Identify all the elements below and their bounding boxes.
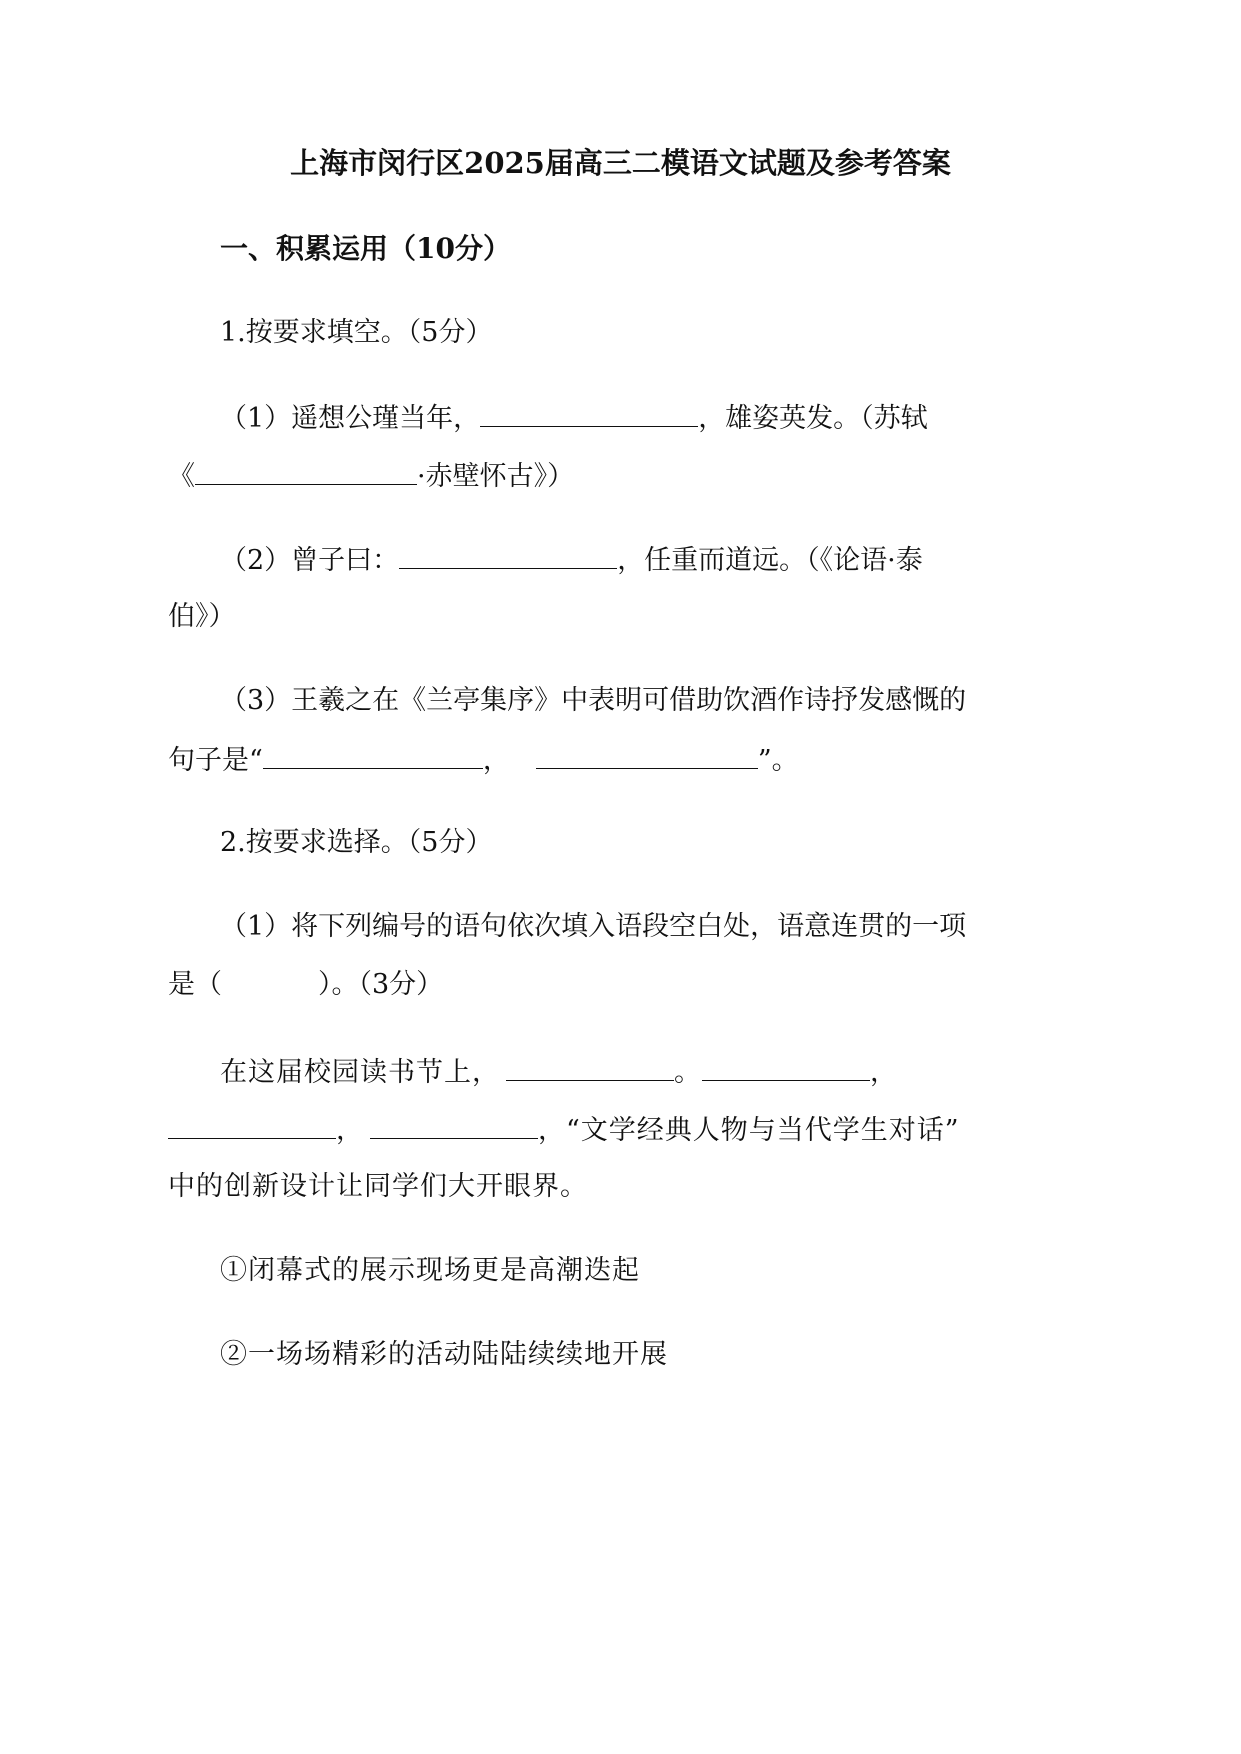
- question-2-item-1-line-1: （1）将下列编号的语句依次填入语段空白处，语意连贯的一项: [220, 911, 967, 942]
- question-1-item-3-line-1: （3）王羲之在《兰亭集序》中表明可借助饮酒作诗抒发感慨的: [220, 685, 967, 716]
- answer-blank[interactable]: [370, 1112, 538, 1139]
- passage-line2-sep: ，: [336, 1115, 364, 1146]
- item-1-line2-suffix: ·赤壁怀古》）: [417, 461, 575, 492]
- item-q2-line2-prefix: 是（: [168, 969, 222, 1000]
- item-3-line2-prefix: 句子是“: [168, 745, 263, 776]
- item-1-line2-prefix: 《: [168, 461, 195, 492]
- passage-line-2: [168, 1112, 960, 1148]
- answer-blank[interactable]: [399, 542, 617, 569]
- passage-line-3: 中的创新设计让同学们大开眼界。: [168, 1171, 588, 1202]
- passage-line-1: [220, 1054, 898, 1090]
- question-2-item-1-line-2: [168, 968, 443, 1002]
- answer-blank[interactable]: [168, 1112, 336, 1139]
- question-1-item-2-line-2: 伯》）: [168, 601, 236, 632]
- item-2-suffix: ，任重而道远。（《论语·泰: [617, 545, 923, 576]
- option-2: ②一场场精彩的活动陆陆续续地开展: [220, 1339, 668, 1370]
- question-1-item-3-line-2: [168, 742, 799, 778]
- item-1-middle: ，雄姿英发。（苏轼: [698, 403, 928, 434]
- passage-line1-end: ，: [870, 1057, 898, 1088]
- item-3-line2-sep: ，: [482, 745, 510, 776]
- question-1-item-1-line-2: [168, 458, 574, 494]
- passage-line1-mid: 。: [674, 1057, 702, 1088]
- item-2-prefix: （2）曾子曰：: [220, 545, 400, 576]
- answer-blank[interactable]: [195, 458, 417, 485]
- answer-blank[interactable]: [480, 400, 698, 427]
- section-heading: 一、积累运用（10分）: [220, 232, 511, 265]
- answer-blank[interactable]: [263, 742, 483, 769]
- question-1-item-2-line-1: [220, 542, 923, 578]
- page-title: 上海市闵行区2025届高三二模语文试题及参考答案: [290, 146, 951, 180]
- item-1-prefix: （1）遥想公瑾当年，: [220, 403, 481, 434]
- passage-line2-suffix: ，“文学经典人物与当代学生对话”: [538, 1115, 960, 1146]
- question-1-item-1-line-1: [220, 400, 928, 436]
- answer-blank[interactable]: [536, 742, 758, 769]
- question-1-stem: 1.按要求填空。（5分）: [220, 317, 493, 348]
- answer-blank[interactable]: [506, 1054, 674, 1081]
- option-1: ①闭幕式的展示现场更是高潮迭起: [220, 1255, 640, 1286]
- question-2-stem: 2.按要求选择。（5分）: [220, 827, 493, 858]
- answer-blank[interactable]: [702, 1054, 870, 1081]
- item-q2-line2-suffix: ）。（3分）: [318, 969, 444, 1000]
- item-3-line2-suffix: ”。: [757, 745, 799, 776]
- passage-line1-prefix: 在这届校园读书节上，: [220, 1057, 500, 1088]
